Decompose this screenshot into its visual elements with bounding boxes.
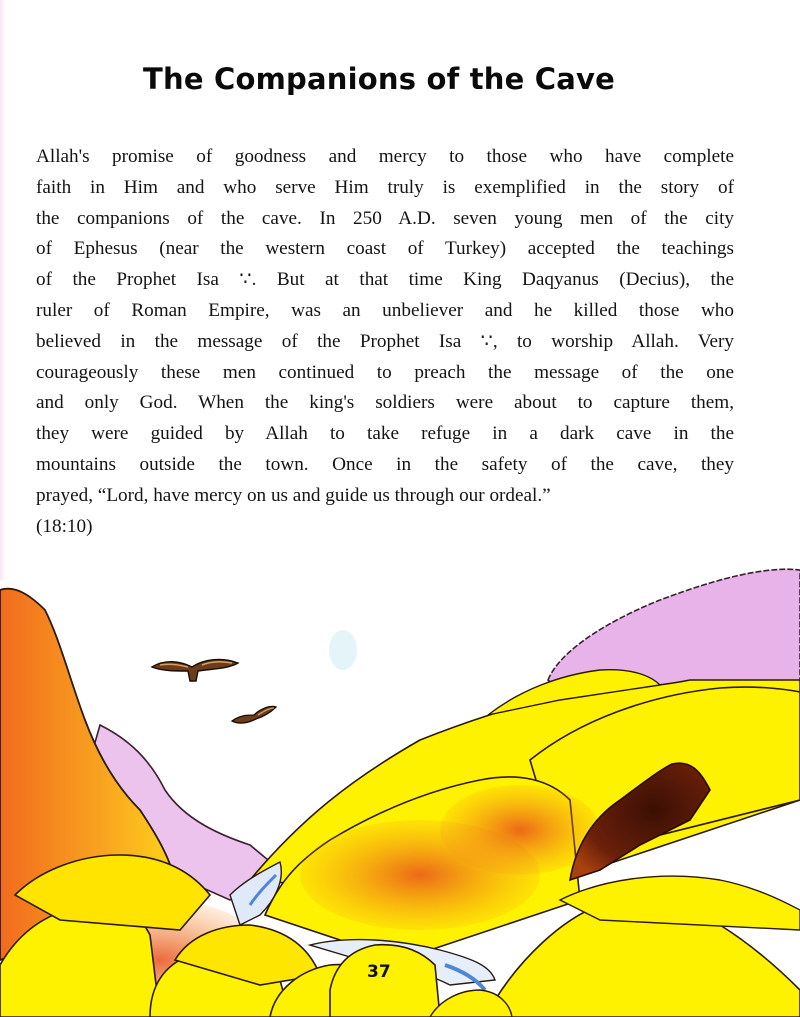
text-line: faith in Him and who serve Him truly is exemplified in the story of (36, 176, 734, 198)
text-line: the companions of the cave. In 250 A.D. seven young men of the city (36, 207, 734, 229)
text-line: prayed, “Lord, have mercy on us and guide us through our ordeal.” (36, 484, 551, 506)
story-paragraph (36, 142, 734, 542)
text-line: they were guided by Allah to take refuge in a dark cave in the (36, 423, 734, 445)
verse-reference: (18:10) (36, 515, 93, 537)
text-line: courageously these men continued to preach the message of the one (36, 361, 734, 383)
text-line: ruler of Roman Empire, was an unbeliever and he killed those who (36, 299, 734, 321)
text-line: of the Prophet Isa ∵. But at that time King Daqyanus (Decius), the (36, 269, 734, 291)
page-number: 37 (367, 962, 391, 982)
text-line: believed in the message of the Prophet Isa ∵, to worship Allah. Very (36, 330, 734, 352)
text-line: of Ephesus (near the western coast of Turkey) accepted the teachings (36, 238, 734, 260)
sky-smudge (329, 630, 357, 670)
text-line: mountains outside the town. Once in the safety of the cave, they (36, 453, 734, 475)
text-line: and only God. When the king's soldiers were about to capture them, (36, 392, 734, 414)
mountain-cave-illustration (0, 560, 800, 1017)
bird-icon (230, 703, 278, 727)
page-title: The Companions of the Cave (143, 62, 615, 96)
text-line: Allah's promise of goodness and mercy to those who have complete (36, 146, 734, 167)
bird-icon (150, 655, 240, 685)
